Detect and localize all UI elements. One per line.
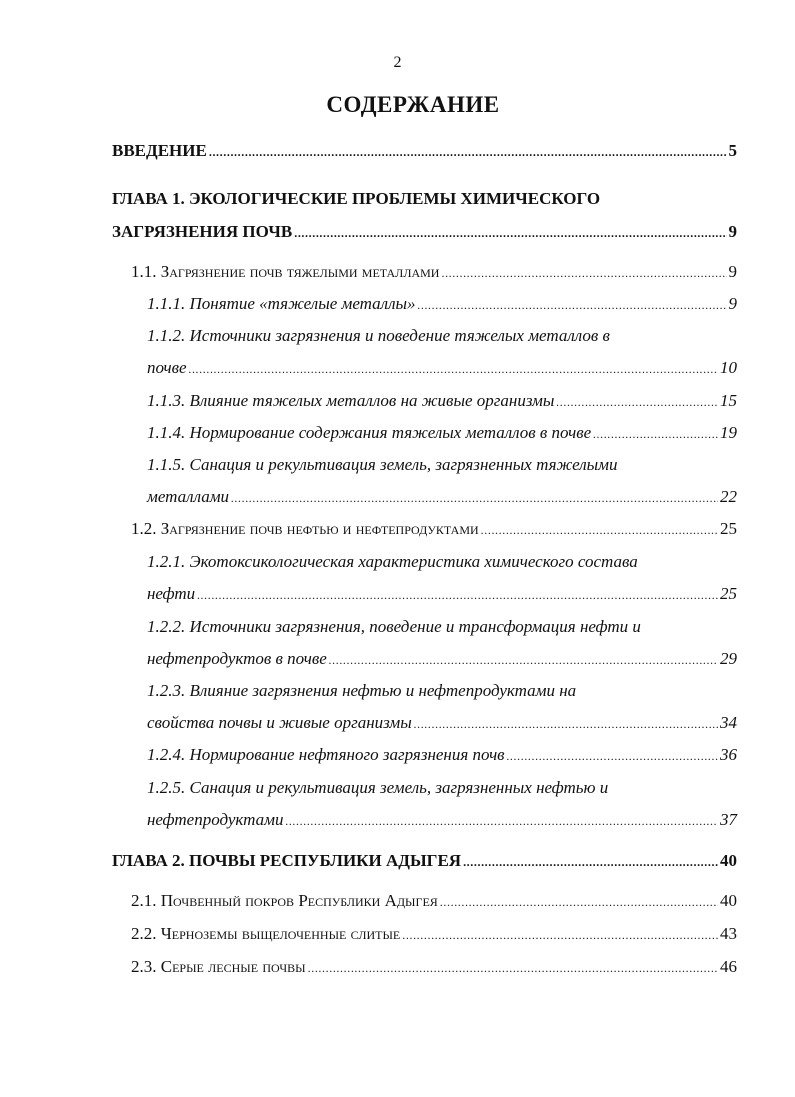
toc-label: ГЛАВА 2. ПОЧВЫ РЕСПУБЛИКИ АДЫГЕЯ xyxy=(112,851,462,870)
dot-leader xyxy=(285,809,718,833)
toc-chapter1-line1[interactable]: ГЛАВА 1. ЭКОЛОГИЧЕСКИЕ ПРОБЛЕМЫ ХИМИЧЕСКОГО xyxy=(112,189,601,208)
toc-entry-1-2-5[interactable] xyxy=(147,808,737,832)
page-number: 2 xyxy=(393,54,402,71)
toc-entry-chapter1[interactable] xyxy=(112,220,737,244)
toc-entry-1-1-1[interactable] xyxy=(147,292,737,316)
dot-leader xyxy=(463,850,718,874)
toc-page: 29 xyxy=(720,649,737,668)
toc-label: почве xyxy=(147,358,187,377)
toc-page: 36 xyxy=(720,745,737,764)
toc-entry-chapter2[interactable] xyxy=(112,849,737,873)
toc-label: 1.2. Загрязнение почв нефтью и нефтепродуктами xyxy=(131,519,479,538)
dot-leader xyxy=(209,140,727,164)
toc-page: 9 xyxy=(728,222,737,241)
toc-entry-1-2-4[interactable] xyxy=(147,743,737,767)
toc-page: 19 xyxy=(720,423,737,442)
toc-1-2-3-line1[interactable]: 1.2.3. Влияние загрязнения нефтью и нефтепродуктами на xyxy=(147,681,577,700)
toc-page: 25 xyxy=(720,519,737,538)
toc-label: нефти xyxy=(147,584,196,603)
dot-leader xyxy=(308,956,718,980)
toc-page: 10 xyxy=(720,358,737,377)
toc-page: 34 xyxy=(720,713,737,732)
toc-label: нефтепродуктами xyxy=(147,810,284,829)
toc-entry-1-2-2[interactable] xyxy=(147,647,737,671)
dot-leader xyxy=(414,712,718,736)
dot-leader xyxy=(294,221,726,245)
toc-entry-1-2[interactable] xyxy=(131,517,737,541)
page-title: СОДЕРЖАНИЕ xyxy=(326,92,500,117)
toc-page: 22 xyxy=(720,487,737,506)
toc-page: 5 xyxy=(728,141,737,160)
toc-label: ЗАГРЯЗНЕНИЯ ПОЧВ xyxy=(112,222,293,241)
dot-leader xyxy=(402,923,718,947)
toc-entry-1-1-2[interactable] xyxy=(147,356,737,380)
dot-leader xyxy=(189,357,718,381)
toc-label: 1.1. Загрязнение почв тяжелыми металлами xyxy=(131,262,440,281)
dot-leader xyxy=(197,583,718,607)
toc-label: свойства почвы и живые организмы xyxy=(147,713,412,732)
toc-label: 1.1.1. Понятие «тяжелые металлы» xyxy=(147,294,416,313)
toc-1-2-1-line1[interactable]: 1.2.1. Экотоксикологическая характеристика химического состава xyxy=(147,552,638,571)
toc-entry-2-2[interactable] xyxy=(131,922,737,946)
toc-page: 9 xyxy=(728,262,737,281)
toc-1-2-2-line1[interactable]: 1.2.2. Источники загрязнения, поведение и трансформация нефти и xyxy=(147,617,641,636)
dot-leader xyxy=(593,422,718,446)
toc-entry-1-1-3[interactable] xyxy=(147,389,737,413)
toc-entry-1-1[interactable] xyxy=(131,260,737,284)
toc-label: металлами xyxy=(147,487,230,506)
dot-leader xyxy=(329,648,718,672)
toc-page: 40 xyxy=(720,891,737,910)
dot-leader xyxy=(556,390,718,414)
dot-leader xyxy=(441,261,726,285)
toc-label: ВВЕДЕНИЕ xyxy=(112,141,207,160)
toc-entry-1-1-5[interactable] xyxy=(147,485,737,509)
toc-1-1-5-line1[interactable]: 1.1.5. Санация и рекультивация земель, загрязненных тяжелыми xyxy=(147,455,618,474)
toc-page: 43 xyxy=(720,924,737,943)
toc-label: 2.2. Черноземы выщелоченные слитые xyxy=(131,924,401,943)
dot-leader xyxy=(440,890,718,914)
toc-label: 1.1.4. Нормирование содержания тяжелых металлов в почве xyxy=(147,423,592,442)
toc-page: 40 xyxy=(720,851,737,870)
toc-page: 46 xyxy=(720,957,737,976)
toc-entry-intro[interactable] xyxy=(112,139,737,163)
toc-entry-1-2-1[interactable] xyxy=(147,582,737,606)
toc-label: 2.3. Серые лесные почвы xyxy=(131,957,306,976)
toc-page: 25 xyxy=(720,584,737,603)
dot-leader xyxy=(231,486,718,510)
toc-label: 1.2.4. Нормирование нефтяного загрязнения почв xyxy=(147,745,505,764)
toc-entry-1-1-4[interactable] xyxy=(147,421,737,445)
toc-entry-2-1[interactable] xyxy=(131,889,737,913)
toc-page: 37 xyxy=(720,810,737,829)
dot-leader xyxy=(481,518,718,542)
toc-entry-1-2-3[interactable] xyxy=(147,711,737,735)
toc-1-2-5-line1[interactable]: 1.2.5. Санация и рекультивация земель, загрязненных нефтью и xyxy=(147,778,609,797)
toc-page: 9 xyxy=(728,294,737,313)
toc-label: нефтепродуктов в почве xyxy=(147,649,327,668)
toc-label: 1.1.3. Влияние тяжелых металлов на живые организмы xyxy=(147,391,555,410)
toc-1-1-2-line1[interactable]: 1.1.2. Источники загрязнения и поведение тяжелых металлов в xyxy=(147,326,610,345)
toc-page: 15 xyxy=(720,391,737,410)
toc-label: 2.1. Почвенный покров Республики Адыгея xyxy=(131,891,438,910)
toc-entry-2-3[interactable] xyxy=(131,955,737,979)
dot-leader xyxy=(507,744,718,768)
dot-leader xyxy=(418,293,727,317)
